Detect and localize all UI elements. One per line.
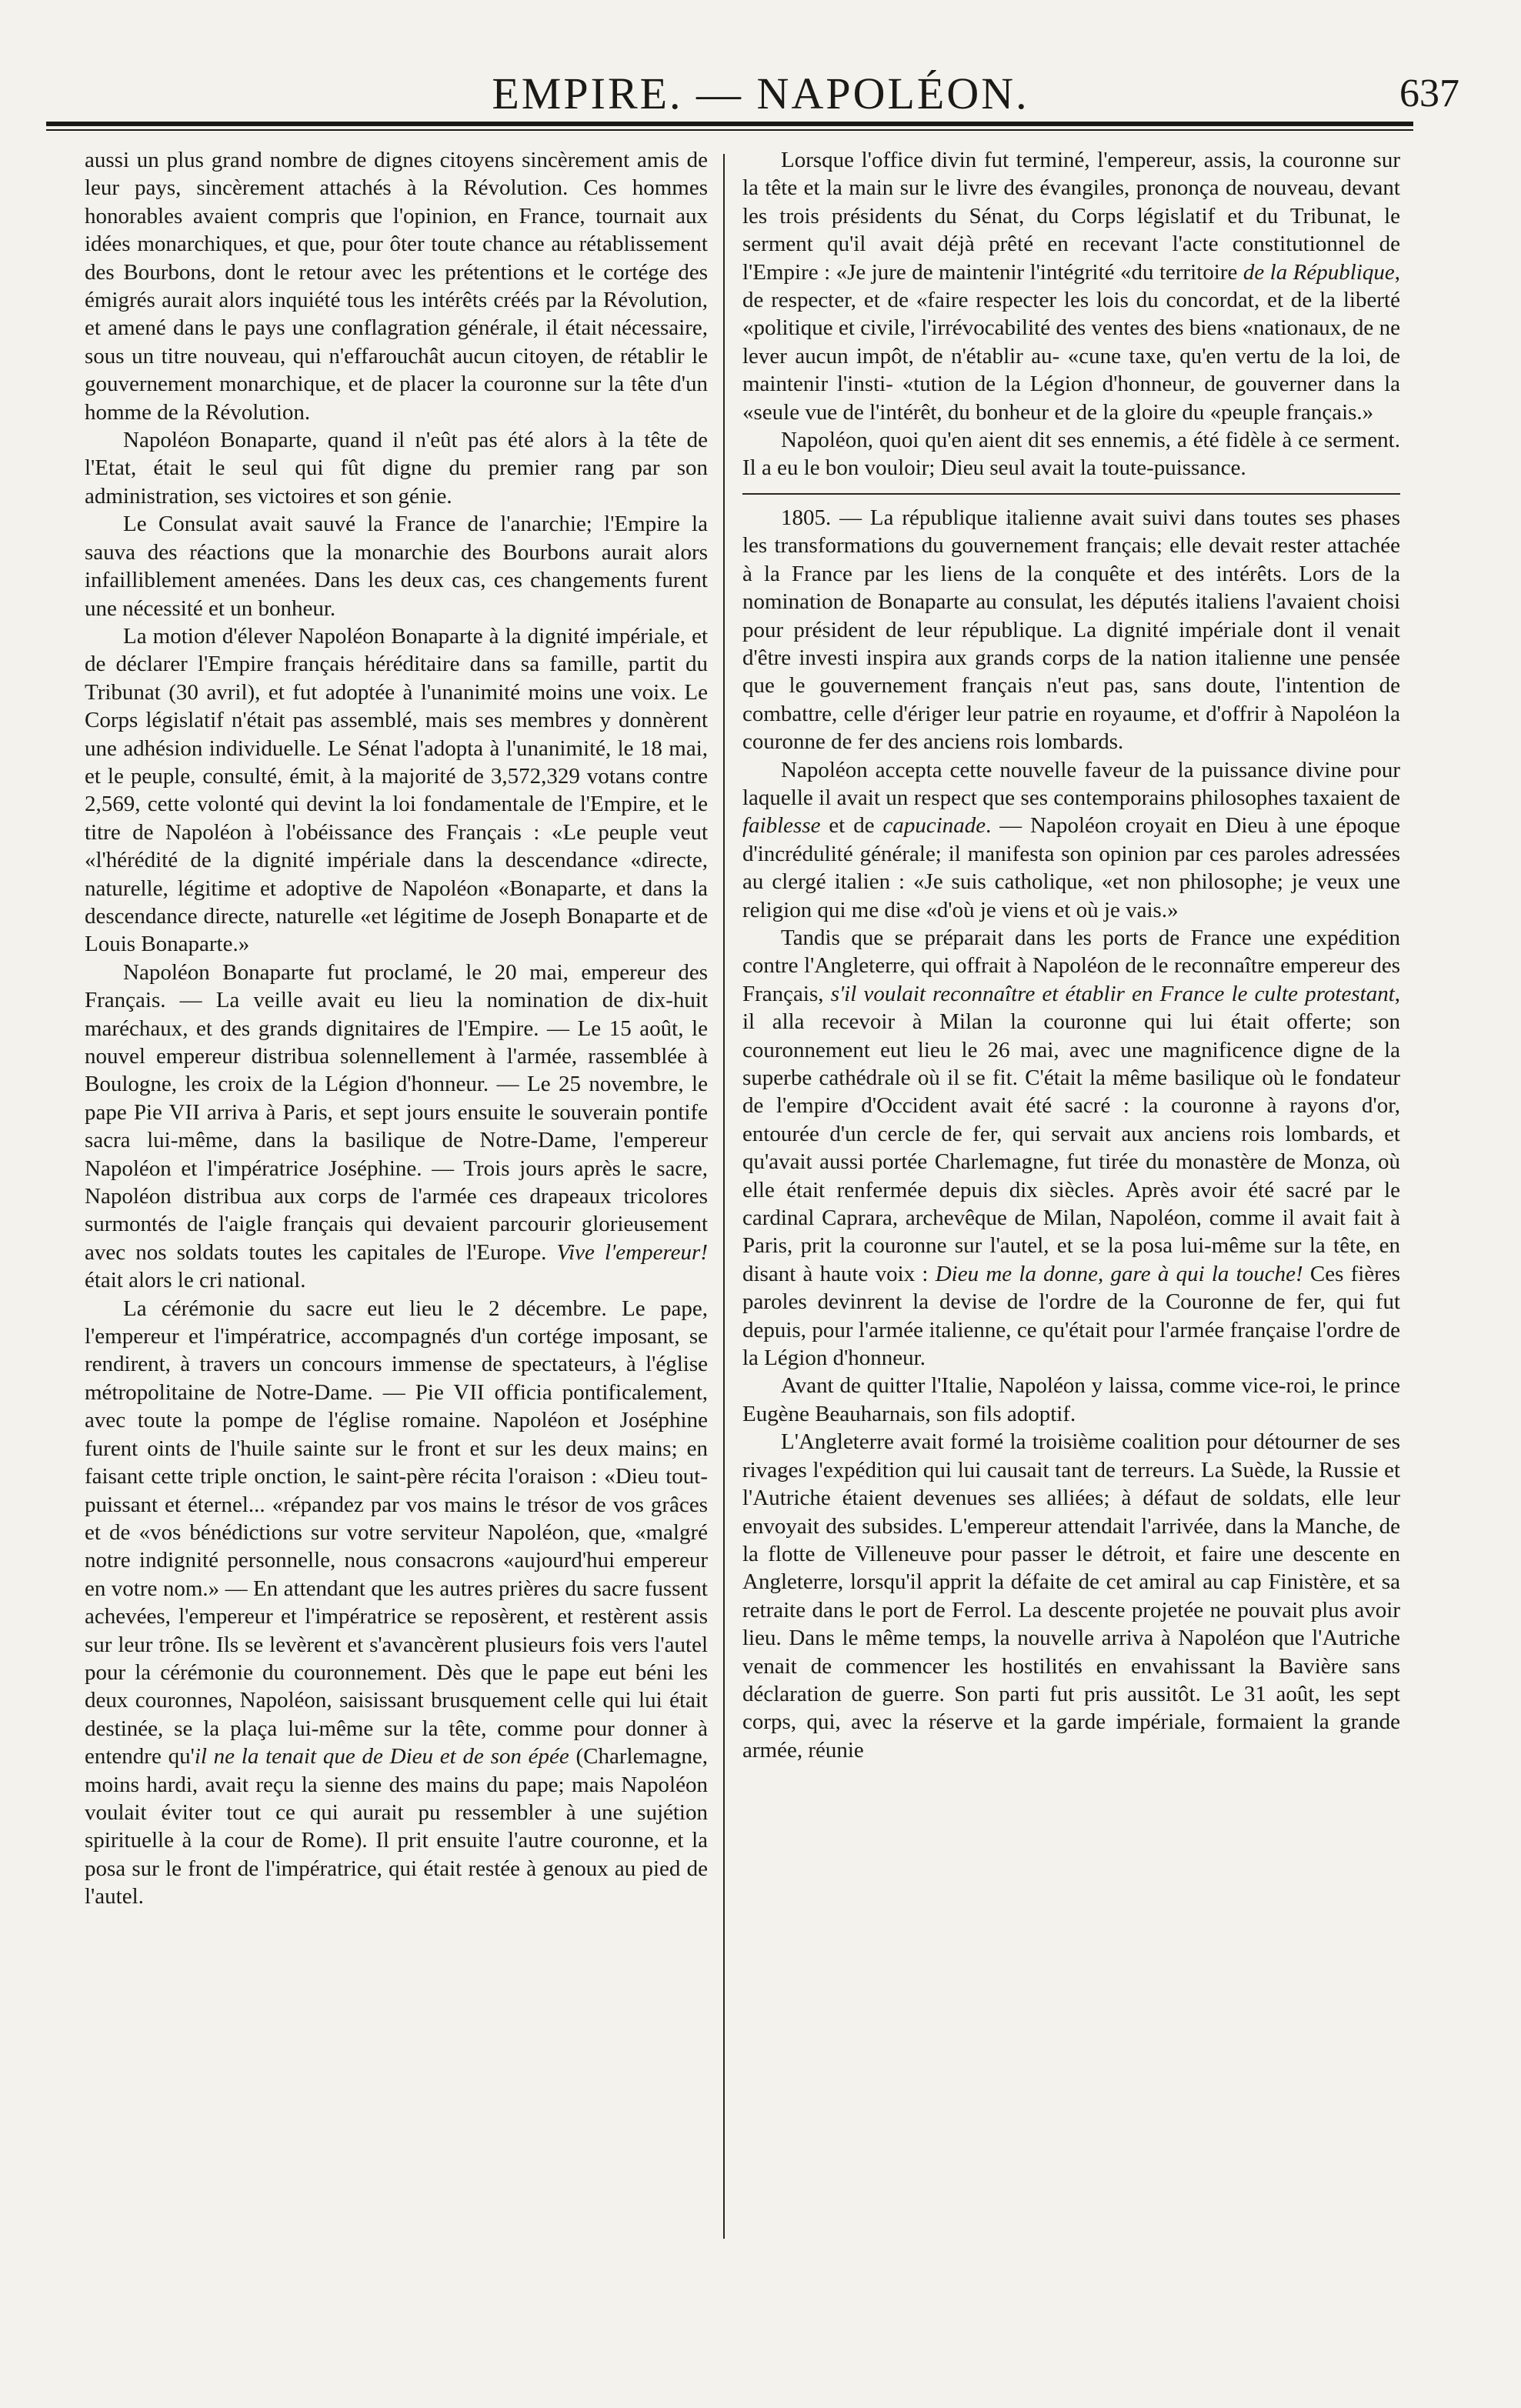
section-rule — [742, 493, 1400, 495]
header-rule — [46, 122, 1413, 126]
right-column — [742, 146, 1400, 2316]
text-run: La cérémonie du sacre eut lieu le 2 décembre. Le pape, l'empereur et l'impératrice, accompagnés d'un cortége imposant, se rendirent, à travers un concours immense de spectateurs, à l'église métropolitaine de Notre-Dame. — Pie VII officia pontificalement, avec toute la pompe de l'église romaine. Napoléon et Joséphine furent oints de l'huile sainte sur le front et sur les deux mains; en faisant cette triple onction, le saint-père récita l'oraison : «Dieu tout-puissant et éternel... «répandez par vos mains le trésor de vos grâces et de «vos bénédictions sur votre serviteur Napoléon, que, «malgré notre indignité personnelle, nous consacrons «aujourd'hui empereur en votre nom.» — En attendant que les autres prières du sacre fussent achevées, l'empereur et l'impératrice se reposèrent, et restèrent assis sur leur trône. Ils se levèrent et s'avancèrent plusieurs fois vers l'autel pour la cérémonie du couronnement. Dès que le pape eut béni les deux couronnes, Napoléon, saisissant brusquement celle qui lui était destinée, se la plaça lui-même sur la tête, comme pour donner à entendre qu' — [85, 1296, 708, 1769]
left-column — [85, 146, 708, 2316]
paragraph — [742, 756, 1400, 924]
text-run: (Charlemagne, moins hardi, avait reçu la sienne des mains du pape; mais Napoléon voulait éviter tout ce qui aurait pu ressembler à une sujétion spirituelle à la cour de Rome). Il prit ensuite l'autre couronne, et la posa sur le front de l'impératrice, qui était restée à genoux au pied de l'autel. — [85, 1744, 708, 1909]
text-run: . — Napoléon croyait en Dieu à une époque d'incrédulité générale; il manifesta son opinion par ces paroles adressées au clergé italien : «Je suis catholique, «et non philosophe; je veux une religion qui me dise «d'où je viens et où je vais.» — [742, 813, 1400, 922]
text-run: Napoléon accepta cette nouvelle faveur de la puissance divine pour laquelle il avait un respect que ses contemporains philosophes taxaient de — [742, 757, 1400, 810]
italic-text: Vive l'empereur! — [556, 1239, 708, 1265]
paragraph — [85, 959, 708, 1295]
italic-text: de la République — [1242, 259, 1395, 285]
paragraph: Avant de quitter l'Italie, Napoléon y laissa, comme vice-roi, le prince Eugène Beauharnais, son fils adoptif. — [742, 1373, 1400, 1426]
page-header — [46, 68, 1475, 122]
paragraph: L'Angleterre avait formé la troisième coalition pour détourner de ses rivages l'expédition qui lui causait tant de terreurs. La Suède, la Russie et l'Autriche étaient devenues ses alliées; à défaut de soldats, elle leur envoyait des subsides. L'empereur attendait l'arrivée, dans la Manche, de la flotte de Villeneuve pour passer le détroit, et faire une descente en Angleterre, lorsqu'il apprit la défaite de cet amiral au cap Finistère, et sa retraite dans le port de Ferrol. La descente projetée ne pouvait plus avoir lieu. Dans le même temps, la nouvelle arriva à Napoléon que l'Autriche venait de commencer les hostilités en envahissant la Bavière sans déclaration de guerre. Son parti fut pris aussitôt. Le 31 août, les sept corps, qui, avec la réserve et la garde impériale, formaient la grande armée, réunie — [742, 1429, 1400, 1763]
paragraph — [85, 1295, 708, 1911]
text-run: Napoléon Bonaparte fut proclamé, le 20 mai, empereur des Français. — La veille avait eu lieu la nomination de dix-huit maréchaux, et des grands dignitaires de l'Empire. — Le 15 août, le nouvel empereur distribua solennellement à l'armée, rassemblée à Boulogne, les croix de la Légion d'honneur. — Le 25 novembre, le pape Pie VII arriva à Paris, et sept jours ensuite le souverain pontife sacra lui-même, dans la basilique de Notre-Dame, l'empereur Napoléon et l'impératrice Joséphine. — Trois jours après le sacre, Napoléon distribua aux corps de l'armée ces drapeaux tricolores surmontés de l'aigle français qui devaient parcourir glorieusement avec nos soldats toutes les capitales de l'Europe. — [85, 959, 708, 1265]
paragraph — [742, 146, 1400, 426]
paragraph: aussi un plus grand nombre de dignes citoyens sincèrement amis de leur pays, sincèrement attachés à la Révolution. Ces hommes honorables avaient compris que l'opinion, en France, tournait aux idées monarchiques, et que, pour ôter toute chance au rétablissement des Bourbons, dont le retour avec les prétentions et le cortége des émigrés aurait alors inquiété tous les intérêts créés par la Révolution, et amené dans le pays une conflagration générale, il était nécessaire, sous un titre nouveau, qui n'effarouchât aucun citoyen, de rétablir le gouvernement monarchique, et de placer la couronne sur la tête d'un homme de la Révolution. — [85, 148, 708, 425]
text-run: , il alla recevoir à Milan la couronne qui lui était offerte; son couronnement eut lieu le 26 mai, avec une magnificence digne de la superbe cathédrale où il se fit. C'était la même basilique où le fondateur de l'empire d'Occident avait été sacré : la couronne à rayons d'or, entourée d'un cercle de fer, qui servait aux anciens rois lombards, et qu'avait aussi portée Charlemagne, fut tirée du monastère de Monza, où elle était renfermée depuis dix siècles. Après avoir été sacré par le cardinal Caprara, archevêque de Milan, Napoléon, comme il avait fait à Paris, prit la couronne sur l'autel, et se la posa lui-même sur la tête, en disant à haute voix : — [742, 981, 1400, 1286]
running-title: EMPIRE. — NAPOLÉON. — [492, 68, 1029, 118]
paragraph: Le Consulat avait sauvé la France de l'anarchie; l'Empire la sauva des réactions que la monarchie des Bourbons aurait alors infailliblement amenées. Dans les deux cas, ces changements furent une nécessité et un bonheur. — [85, 512, 708, 621]
italic-text: capucinade — [882, 813, 986, 839]
paragraph: 1805. — La république italienne avait suivi dans toutes ses phases les transformations du gouvernement français; elle devait rester attachée à la France par les liens de la conquête et des intérêts. Lors de la nomination de Bonaparte au consulat, les députés italiens l'avaient choisi pour président de leur république. La dignité impériale dont il venait d'être investi inspira aux grands corps de la nation italienne une pensée que le gouvernement français n'eut pas, sans doute, l'intention de combattre, celle d'ériger leur patrie en royaume, et d'offrir à Napoléon la couronne de fer des anciens rois lombards. — [742, 505, 1400, 755]
header-rule-thin — [46, 129, 1413, 131]
text-run: Ces fières paroles devinrent la devise de l'ordre de la Couronne de fer, qui fut depuis, pour l'armée italienne, ce qu'était pour l'armée française l'ordre de la Légion d'honneur. — [742, 1261, 1400, 1371]
text-run: Tandis que se préparait dans les ports de France une expédition contre l'Angleterre, qui offrait à Napoléon de le reconnaître empereur des Français, — [742, 925, 1400, 1006]
italic-text: il ne la tenait que de Dieu et de son épée — [194, 1744, 569, 1769]
text-run: était alors le cri national. — [85, 1268, 306, 1293]
column-divider — [723, 154, 725, 2239]
text-run: et de — [829, 813, 875, 839]
italic-text: s'il voulait reconnaître et établir en France le culte protestant — [830, 981, 1395, 1006]
text-run: Lorsque l'office divin fut terminé, l'empereur, assis, la couronne sur la tête et la main sur le livre des évangiles, prononça de nouveau, devant les trois présidents du Sénat, du Corps législatif et du Tribunat, le serment qu'il avait déjà prêté en recevant l'acte constitutionnel de l'Empire : «Je jure de maintenir l'intégrité «du territoire — [742, 148, 1400, 285]
paragraph: Napoléon Bonaparte, quand il n'eût pas été alors à la tête de l'Etat, était le seul qui fût digne du premier rang par son administration, ses victoires et son génie. — [85, 428, 708, 509]
paragraph: La motion d'élever Napoléon Bonaparte à la dignité impériale, et de déclarer l'Empire français héréditaire dans sa famille, partit du Tribunat (30 avril), et fut adoptée à l'unanimité moins une voix. Le Corps législatif n'était pas assemblé, mais ses membres y donnèrent une adhésion individuelle. Le Sénat l'adopta à l'unanimité, le 18 mai, et le peuple, consulté, émit, à la majorité de 3,572,329 votans contre 2,569, cette volonté qui devint la loi fondamentale de l'Empire, et le titre de Napoléon à l'obéissance des Français : «Le peuple veut «l'hérédité de la dignité impériale dans la descendance «directe, naturelle, légitime et adoptive de Napoléon «Bonaparte, et dans la descendance directe, naturelle «et légitime de Joseph Bonaparte et de Louis Bonaparte.» — [85, 623, 708, 957]
paragraph: Napoléon, quoi qu'en aient dit ses ennemis, a été fidèle à ce serment. Il a eu le bon vouloir; Dieu seul avait la toute-puissance. — [742, 428, 1400, 481]
italic-text: Dieu me la donne, gare à qui la touche! — [935, 1261, 1303, 1286]
paragraph — [742, 924, 1400, 1372]
page-number: 637 — [1399, 72, 1459, 115]
text-run: , de respecter, et de «faire respecter les lois du concordat, et de la liberté «politique et civile, l'irrévocabilité des ventes des biens «nationaux, de ne lever aucun impôt, de n'établir au- «cune taxe, qu'en vertu de la loi, de maintenir l'insti- «tution de la Légion d'honneur, de gouverner dans la «seule vue de l'intérêt, du bonheur et de la gloire du «peuple français.» — [742, 259, 1400, 425]
italic-text: faiblesse — [742, 813, 821, 839]
